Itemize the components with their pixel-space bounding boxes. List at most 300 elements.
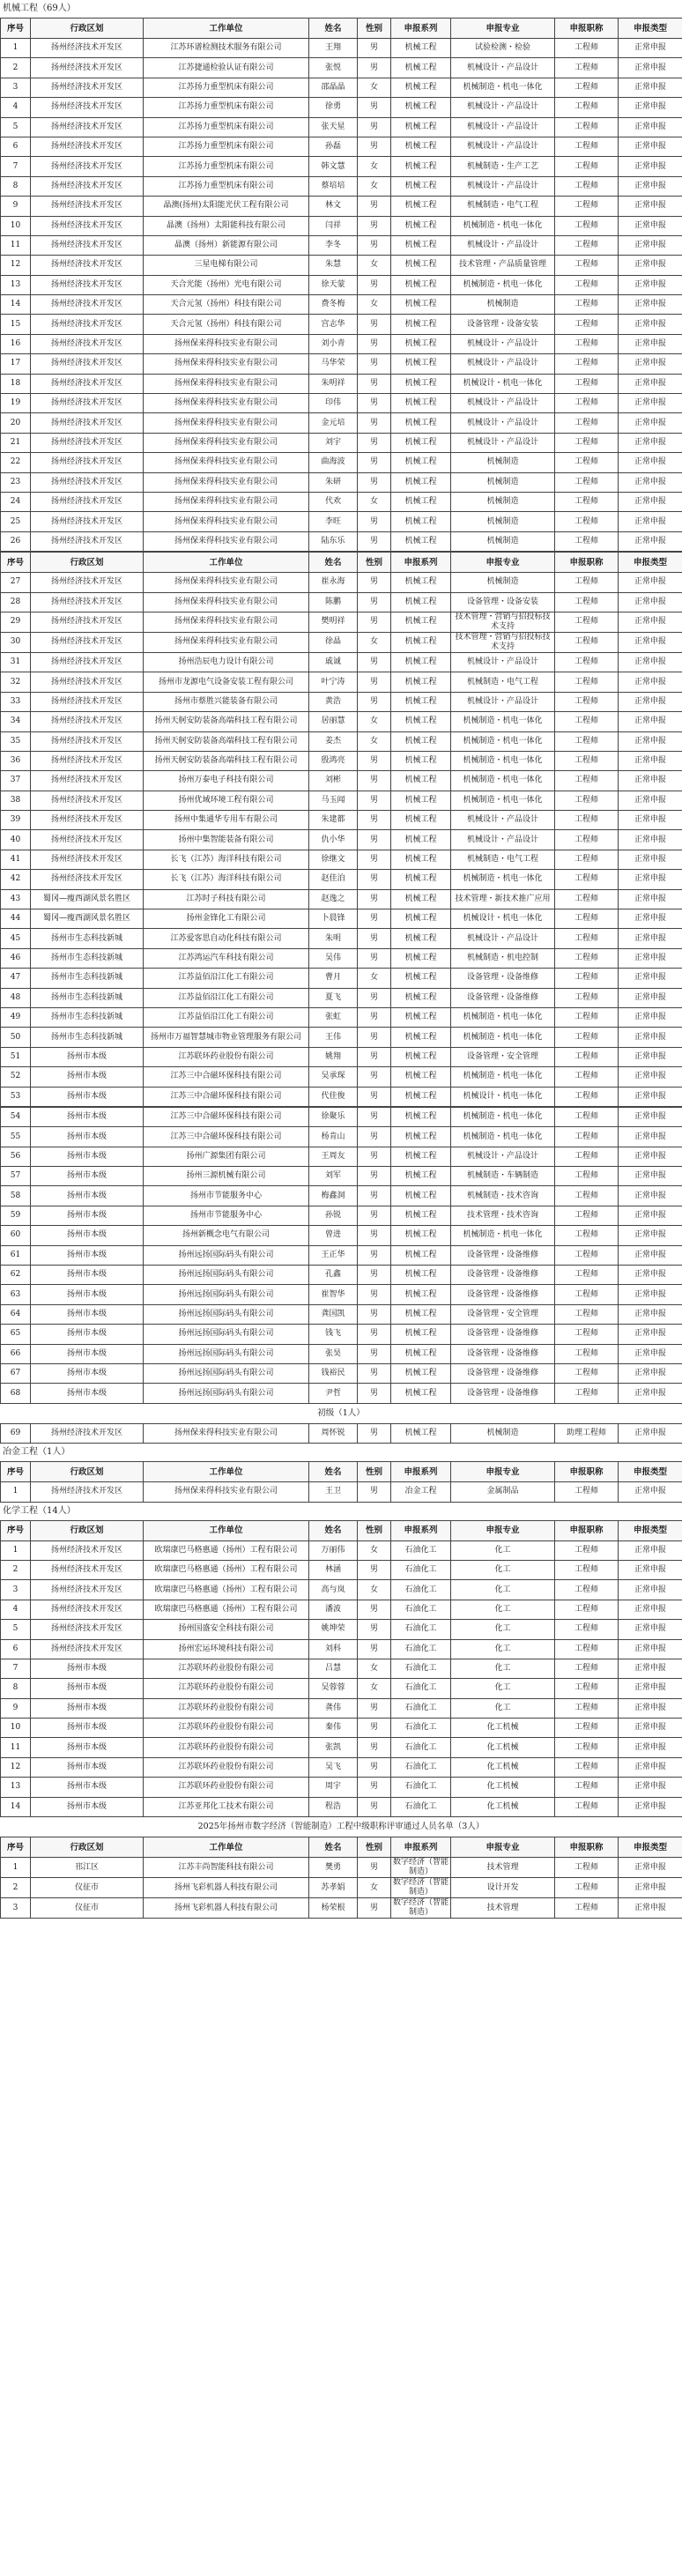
cell-specialty: 设备管理・设备维修 [451, 1344, 555, 1363]
cell-employer: 江苏扬力重型机床有限公司 [144, 157, 309, 176]
cell-name: 金元培 [309, 413, 358, 433]
cell-gender: 女 [358, 1679, 391, 1698]
cell-type: 正常申报 [619, 889, 682, 909]
cell-name: 周宇 [309, 1778, 358, 1797]
cell-employer: 欧瑞康巴马格惠通（扬州）工程有限公司 [144, 1600, 309, 1619]
cell-employer: 江苏益佰沿江化工有限公司 [144, 1007, 309, 1027]
cell-name: 曹月 [309, 969, 358, 988]
cell-name: 苏孝娟 [309, 1878, 358, 1898]
column-header-series: 申报系列 [391, 1462, 451, 1482]
table-row [1, 1226, 682, 1245]
cell-specialty: 机械设计・产品设计 [451, 394, 555, 413]
cell-series: 机械工程 [391, 1047, 451, 1066]
table-row [1, 295, 682, 315]
cell-serial: 66 [1, 1344, 31, 1363]
cell-employer: 江苏扬力重型机床有限公司 [144, 78, 309, 97]
cell-district: 扬州经济技术开发区 [31, 472, 144, 492]
table-row [1, 137, 682, 156]
table-row [1, 1560, 682, 1579]
table-row [1, 1858, 682, 1878]
cell-district: 扬州经济技术开发区 [31, 1639, 144, 1659]
cell-serial: 65 [1, 1325, 31, 1344]
cell-gender: 女 [358, 1580, 391, 1600]
cell-title: 工程师 [555, 1304, 619, 1324]
cell-series: 机械工程 [391, 58, 451, 78]
cell-specialty: 化工机械 [451, 1757, 555, 1777]
cell-name: 朱明祥 [309, 374, 358, 393]
cell-type: 正常申报 [619, 751, 682, 770]
cell-series: 机械工程 [391, 830, 451, 850]
cell-type: 正常申报 [619, 472, 682, 492]
cell-gender: 女 [358, 731, 391, 751]
cell-name: 吴飞 [309, 1757, 358, 1777]
table-row [1, 1757, 682, 1777]
roster-table [0, 1423, 682, 1444]
cell-title: 工程师 [555, 889, 619, 909]
column-header-gender: 性别 [358, 1520, 391, 1540]
cell-specialty: 机械制造 [451, 492, 555, 511]
cell-serial: 47 [1, 969, 31, 988]
cell-series: 机械工程 [391, 98, 451, 117]
cell-series: 机械工程 [391, 235, 451, 255]
cell-title: 工程师 [555, 1580, 619, 1600]
cell-name: 仇小华 [309, 830, 358, 850]
cell-specialty: 机械制造・机电一体化 [451, 1107, 555, 1126]
cell-series: 机械工程 [391, 1245, 451, 1265]
table-row [1, 712, 682, 731]
cell-title: 工程师 [555, 771, 619, 791]
cell-title: 工程师 [555, 1344, 619, 1363]
cell-specialty: 机械设计・产品设计 [451, 929, 555, 948]
cell-title: 工程师 [555, 512, 619, 531]
cell-name: 陆东乐 [309, 531, 358, 551]
table-row [1, 1778, 682, 1797]
cell-gender: 男 [358, 137, 391, 156]
table-row [1, 1719, 682, 1738]
table-row [1, 909, 682, 929]
cell-serial: 41 [1, 850, 31, 869]
table-row [1, 157, 682, 176]
cell-series: 石油化工 [391, 1560, 451, 1579]
cell-serial: 57 [1, 1167, 31, 1186]
cell-specialty: 机械设计・产品设计 [451, 652, 555, 672]
cell-series: 石油化工 [391, 1719, 451, 1738]
cell-employer: 江苏亚邦化工技术有限公司 [144, 1797, 309, 1816]
cell-gender: 男 [358, 1639, 391, 1659]
cell-gender: 男 [358, 1738, 391, 1757]
cell-serial: 48 [1, 988, 31, 1007]
cell-serial: 2 [1, 1878, 31, 1898]
cell-specialty: 设备管理・设备维修 [451, 1285, 555, 1304]
cell-district: 扬州市本级 [31, 1698, 144, 1718]
cell-specialty: 机械制造・机电一体化 [451, 870, 555, 889]
table-row [1, 672, 682, 692]
cell-gender: 男 [358, 1620, 391, 1639]
cell-gender: 男 [358, 791, 391, 810]
cell-specialty: 化工 [451, 1580, 555, 1600]
cell-employer: 扬州市龙源电气设备安装工程有限公司 [144, 672, 309, 692]
column-header-name: 姓名 [309, 1462, 358, 1482]
cell-district: 扬州经济技术开发区 [31, 374, 144, 393]
cell-type: 正常申报 [619, 1639, 682, 1659]
cell-type: 正常申报 [619, 1028, 682, 1047]
cell-type: 正常申报 [619, 1007, 682, 1027]
cell-title: 工程师 [555, 1047, 619, 1066]
cell-series: 数字经济（智能制造） [391, 1898, 451, 1919]
cell-employer: 扬州保来得科技实业有限公司 [144, 394, 309, 413]
cell-name: 蔡培培 [309, 176, 358, 196]
cell-specialty: 技术管理 [451, 1858, 555, 1878]
cell-type: 正常申报 [619, 1266, 682, 1285]
cell-name: 陈鹏 [309, 592, 358, 612]
cell-gender: 男 [358, 672, 391, 692]
column-header-district: 行政区划 [31, 553, 144, 573]
cell-title: 工程师 [555, 632, 619, 652]
cell-series: 机械工程 [391, 1147, 451, 1166]
cell-type: 正常申报 [619, 413, 682, 433]
cell-series: 机械工程 [391, 909, 451, 929]
cell-title: 工程师 [555, 751, 619, 770]
cell-type: 正常申报 [619, 1679, 682, 1698]
table-row [1, 531, 682, 551]
cell-type: 正常申报 [619, 830, 682, 850]
cell-serial: 10 [1, 216, 31, 235]
roster-table [0, 18, 682, 552]
cell-serial: 28 [1, 592, 31, 612]
cell-gender: 男 [358, 58, 391, 78]
cell-gender: 女 [358, 712, 391, 731]
cell-title: 工程师 [555, 453, 619, 472]
cell-type: 正常申报 [619, 573, 682, 592]
cell-specialty: 机械制造 [451, 453, 555, 472]
cell-serial: 8 [1, 176, 31, 196]
cell-gender: 女 [358, 78, 391, 97]
cell-series: 石油化工 [391, 1600, 451, 1619]
section-title: 化学工程（14人） [3, 1505, 76, 1516]
cell-district: 扬州经济技术开发区 [31, 830, 144, 850]
cell-type: 正常申报 [619, 137, 682, 156]
cell-name: 张昊 [309, 1344, 358, 1363]
cell-name: 钱裕民 [309, 1364, 358, 1384]
cell-name: 张悦 [309, 58, 358, 78]
cell-series: 机械工程 [391, 929, 451, 948]
cell-title: 工程师 [555, 1778, 619, 1797]
cell-serial: 56 [1, 1147, 31, 1166]
cell-name: 龚伟 [309, 1698, 358, 1718]
cell-series: 石油化工 [391, 1580, 451, 1600]
cell-title: 工程师 [555, 612, 619, 632]
cell-specialty: 机械制造・机电一体化 [451, 1007, 555, 1027]
cell-specialty: 机械制造・机电控制 [451, 948, 555, 968]
cell-employer: 扬州市节能服务中心 [144, 1206, 309, 1225]
cell-serial: 50 [1, 1028, 31, 1047]
cell-name: 印伟 [309, 394, 358, 413]
cell-specialty: 机械设计・产品设计 [451, 830, 555, 850]
cell-gender: 男 [358, 850, 391, 869]
cell-series: 机械工程 [391, 1285, 451, 1304]
cell-type: 正常申报 [619, 453, 682, 472]
cell-type: 正常申报 [619, 374, 682, 393]
cell-employer: 扬州保来得科技实业有限公司 [144, 531, 309, 551]
cell-type: 正常申报 [619, 870, 682, 889]
cell-specialty: 机械制造・电气工程 [451, 672, 555, 692]
table-row [1, 1344, 682, 1363]
cell-name: 曲海波 [309, 453, 358, 472]
cell-name: 徐继文 [309, 850, 358, 869]
table-row [1, 374, 682, 393]
cell-name: 林涵 [309, 1560, 358, 1579]
cell-specialty: 机械制造 [451, 295, 555, 315]
cell-specialty: 机械制造・生产工艺 [451, 157, 555, 176]
column-header-employer: 工作单位 [144, 1837, 309, 1858]
table-row [1, 315, 682, 334]
cell-district: 仪征市 [31, 1878, 144, 1898]
cell-serial: 2 [1, 1560, 31, 1579]
cell-district: 扬州经济技术开发区 [31, 1423, 144, 1443]
cell-gender: 男 [358, 1127, 391, 1147]
roster-table [0, 1107, 682, 1404]
cell-type: 正常申报 [619, 1797, 682, 1816]
cell-gender: 女 [358, 256, 391, 275]
table-row [1, 1540, 682, 1560]
cell-series: 机械工程 [391, 1364, 451, 1384]
cell-employer: 扬州保来得科技实业有限公司 [144, 1423, 309, 1443]
cell-employer: 扬州宏运环境科技有限公司 [144, 1639, 309, 1659]
cell-type: 正常申报 [619, 632, 682, 652]
cell-district: 扬州经济技术开发区 [31, 413, 144, 433]
cell-specialty: 化工 [451, 1659, 555, 1678]
cell-serial: 68 [1, 1384, 31, 1403]
cell-name: 周怀锐 [309, 1423, 358, 1443]
table-row [1, 394, 682, 413]
cell-serial: 7 [1, 157, 31, 176]
cell-type: 正常申报 [619, 58, 682, 78]
cell-gender: 男 [358, 216, 391, 235]
cell-series: 机械工程 [391, 1423, 451, 1443]
cell-series: 机械工程 [391, 275, 451, 294]
cell-series: 机械工程 [391, 295, 451, 315]
cell-gender: 男 [358, 1167, 391, 1186]
cell-employer: 扬州中集通华专用车有限公司 [144, 811, 309, 830]
cell-specialty: 化工 [451, 1600, 555, 1619]
cell-district: 扬州市本级 [31, 1127, 144, 1147]
cell-name: 邵晶晶 [309, 78, 358, 97]
cell-type: 正常申报 [619, 117, 682, 137]
cell-district: 扬州经济技术开发区 [31, 157, 144, 176]
cell-title: 工程师 [555, 811, 619, 830]
cell-district: 扬州经济技术开发区 [31, 78, 144, 97]
cell-title: 工程师 [555, 1797, 619, 1816]
cell-gender: 男 [358, 592, 391, 612]
cell-serial: 9 [1, 197, 31, 216]
cell-name: 张凯 [309, 1738, 358, 1757]
cell-name: 李冬 [309, 235, 358, 255]
table-row [1, 791, 682, 810]
table-row [1, 1147, 682, 1166]
cell-title: 工程师 [555, 1858, 619, 1878]
cell-district: 扬州市本级 [31, 1384, 144, 1403]
cell-specialty: 机械制造・电气工程 [451, 850, 555, 869]
table-row [1, 1364, 682, 1384]
cell-name: 朱建都 [309, 811, 358, 830]
cell-serial: 61 [1, 1245, 31, 1265]
cell-serial: 17 [1, 354, 31, 374]
cell-series: 机械工程 [391, 256, 451, 275]
cell-gender: 男 [358, 512, 391, 531]
cell-series: 石油化工 [391, 1620, 451, 1639]
cell-district: 扬州经济技术开发区 [31, 731, 144, 751]
cell-title: 工程师 [555, 472, 619, 492]
cell-type: 正常申报 [619, 39, 682, 58]
cell-name: 梅鑫洞 [309, 1186, 358, 1206]
cell-name: 马华荣 [309, 354, 358, 374]
cell-name: 刘宇 [309, 433, 358, 452]
cell-serial: 3 [1, 78, 31, 97]
cell-serial: 5 [1, 117, 31, 137]
cell-serial: 59 [1, 1206, 31, 1225]
cell-series: 机械工程 [391, 1304, 451, 1324]
cell-serial: 2 [1, 58, 31, 78]
cell-serial: 51 [1, 1047, 31, 1066]
cell-employer: 扬州市蔡胜兴能装备有限公司 [144, 692, 309, 711]
cell-title: 工程师 [555, 1087, 619, 1106]
cell-serial: 3 [1, 1580, 31, 1600]
cell-gender: 男 [358, 472, 391, 492]
cell-employer: 扬州市节能服务中心 [144, 1186, 309, 1206]
column-header-title: 申报职称 [555, 19, 619, 39]
table-row [1, 433, 682, 452]
cell-district: 蜀冈—瘦西湖风景名胜区 [31, 909, 144, 929]
cell-title: 工程师 [555, 1384, 619, 1403]
table-row [1, 413, 682, 433]
table-row [1, 969, 682, 988]
cell-gender: 男 [358, 909, 391, 929]
cell-title: 工程师 [555, 731, 619, 751]
cell-title: 工程师 [555, 1107, 619, 1126]
cell-gender: 男 [358, 1600, 391, 1619]
cell-gender: 男 [358, 413, 391, 433]
cell-specialty: 技术管理・技术咨询 [451, 1206, 555, 1225]
table-row [1, 1047, 682, 1066]
cell-type: 正常申报 [619, 256, 682, 275]
cell-serial: 63 [1, 1285, 31, 1304]
cell-name: 李旺 [309, 512, 358, 531]
cell-district: 扬州经济技术开发区 [31, 354, 144, 374]
cell-gender: 男 [358, 948, 391, 968]
cell-title: 工程师 [555, 1127, 619, 1147]
cell-type: 正常申报 [619, 712, 682, 731]
cell-district: 扬州市本级 [31, 1047, 144, 1066]
cell-gender: 男 [358, 1797, 391, 1816]
table-row [1, 811, 682, 830]
cell-specialty: 技术管理・产品质量管理 [451, 256, 555, 275]
cell-type: 正常申报 [619, 1659, 682, 1678]
cell-specialty: 机械设计・产品设计 [451, 235, 555, 255]
cell-title: 工程师 [555, 197, 619, 216]
cell-serial: 39 [1, 811, 31, 830]
cell-title: 工程师 [555, 988, 619, 1007]
cell-name: 夏飞 [309, 988, 358, 1007]
cell-type: 正常申报 [619, 909, 682, 929]
cell-title: 工程师 [555, 1898, 619, 1919]
column-header-name: 姓名 [309, 1520, 358, 1540]
cell-district: 扬州经济技术开发区 [31, 751, 144, 770]
cell-district: 扬州市本级 [31, 1304, 144, 1324]
cell-name: 王翔 [309, 39, 358, 58]
cell-specialty: 化工 [451, 1698, 555, 1718]
cell-employer: 江苏爱客思自动化科技有限公司 [144, 929, 309, 948]
cell-name: 吕慧 [309, 1659, 358, 1678]
table-row [1, 39, 682, 58]
cell-name: 刘科 [309, 1639, 358, 1659]
cell-series: 机械工程 [391, 394, 451, 413]
cell-serial: 15 [1, 315, 31, 334]
cell-series: 石油化工 [391, 1698, 451, 1718]
cell-specialty: 机械设计・产品设计 [451, 58, 555, 78]
cell-serial: 27 [1, 573, 31, 592]
cell-gender: 男 [358, 830, 391, 850]
cell-gender: 男 [358, 1047, 391, 1066]
cell-type: 正常申报 [619, 531, 682, 551]
cell-series: 机械工程 [391, 573, 451, 592]
cell-district: 扬州市本级 [31, 1266, 144, 1285]
cell-serial: 6 [1, 137, 31, 156]
cell-serial: 22 [1, 453, 31, 472]
cell-employer: 扬州远扬国际码头有限公司 [144, 1325, 309, 1344]
cell-employer: 扬州远扬国际码头有限公司 [144, 1364, 309, 1384]
cell-gender: 男 [358, 1778, 391, 1797]
cell-series: 石油化工 [391, 1659, 451, 1678]
table-row [1, 472, 682, 492]
cell-type: 正常申报 [619, 929, 682, 948]
cell-specialty: 机械制造 [451, 531, 555, 551]
cell-title: 工程师 [555, 1206, 619, 1225]
cell-title: 工程师 [555, 870, 619, 889]
cell-serial: 4 [1, 98, 31, 117]
cell-specialty: 技术管理・营销与招投标技术支持 [451, 612, 555, 632]
cell-employer: 扬州保来得科技实业有限公司 [144, 573, 309, 592]
cell-title: 工程师 [555, 1325, 619, 1344]
cell-type: 正常申报 [619, 1738, 682, 1757]
cell-employer: 江苏三中合磁环保科技有限公司 [144, 1107, 309, 1126]
cell-employer: 欧瑞康巴马格惠通（扬州）工程有限公司 [144, 1540, 309, 1560]
cell-type: 正常申报 [619, 1560, 682, 1579]
cell-name: 卜晨锋 [309, 909, 358, 929]
table-row [1, 176, 682, 196]
column-header-type: 申报类型 [619, 1837, 682, 1858]
cell-title: 工程师 [555, 929, 619, 948]
cell-serial: 37 [1, 771, 31, 791]
cell-district: 扬州经济技术开发区 [31, 531, 144, 551]
cell-district: 扬州市本级 [31, 1344, 144, 1363]
cell-title: 工程师 [555, 573, 619, 592]
cell-name: 樊明祥 [309, 612, 358, 632]
cell-title: 工程师 [555, 531, 619, 551]
cell-district: 扬州经济技术开发区 [31, 256, 144, 275]
cell-specialty: 设备管理・设备维修 [451, 1384, 555, 1403]
cell-district: 扬州市本级 [31, 1659, 144, 1678]
section-title: 冶金工程（1人） [3, 1447, 70, 1458]
cell-type: 正常申报 [619, 1304, 682, 1324]
cell-gender: 女 [358, 176, 391, 196]
table-row [1, 216, 682, 235]
table-header-row [1, 1462, 682, 1482]
cell-district: 扬州经济技术开发区 [31, 612, 144, 632]
table-row [1, 1007, 682, 1027]
cell-employer: 江苏三中合磁环保科技有限公司 [144, 1127, 309, 1147]
cell-specialty: 设备管理・安全管理 [451, 1047, 555, 1066]
cell-employer: 天合光能（扬州）光电有限公司 [144, 275, 309, 294]
